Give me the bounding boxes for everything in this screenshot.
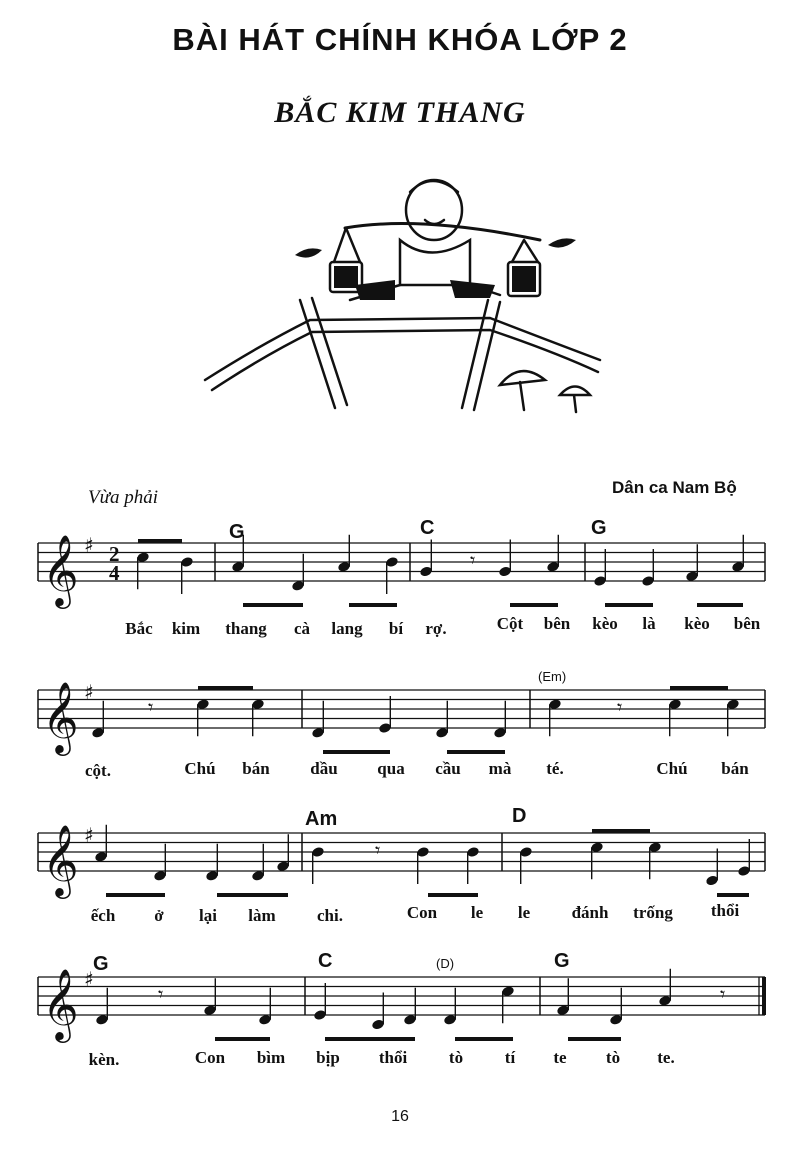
page-number: 16: [391, 1108, 409, 1125]
lyric-syllable: bí: [388, 619, 404, 638]
treble-clef-icon: 𝄞: [42, 533, 79, 606]
chord-symbol: D: [512, 805, 527, 827]
lyric-syllable: qua: [377, 759, 405, 778]
chord-symbol: G: [591, 517, 607, 539]
final-barline: [762, 977, 766, 1015]
tempo-marking: Vừa phải: [88, 487, 158, 508]
lyric-syllable: mà: [488, 759, 512, 778]
lyric-syllable: Cột: [496, 614, 524, 633]
lyric-syllable: bìm: [256, 1048, 286, 1067]
lyric-syllable: Con: [194, 1048, 226, 1067]
lyric-syllable: Con: [406, 903, 438, 922]
treble-clef-icon: 𝄞: [42, 823, 79, 896]
page-title: BÀI HÁT CHÍNH KHÓA LỚP 2: [172, 22, 628, 57]
lyric-syllable: rợ.: [425, 619, 447, 638]
lyric-syllable: bán: [242, 759, 270, 778]
lyric-syllable: làm: [248, 906, 276, 925]
time-signature-bottom: 4: [109, 561, 120, 585]
lyric-syllable: Bắc: [125, 619, 153, 638]
lyric-syllable: là: [642, 614, 656, 633]
chord-symbol: (D): [436, 956, 455, 971]
lyric-syllable: bên: [733, 614, 761, 633]
chord-symbol: (Em): [538, 669, 567, 684]
song-title: BẮC KIM THANG: [274, 96, 526, 129]
chord-symbol: G: [554, 950, 570, 972]
lyric-syllable: lại: [199, 906, 217, 925]
lyric-syllable: tí: [504, 1048, 516, 1067]
lyric-syllable: thổi: [378, 1048, 408, 1067]
lyric-syllable: tò: [448, 1048, 464, 1067]
lyric-syllable: kim: [171, 619, 201, 638]
key-signature-sharp-icon: ♯: [84, 533, 94, 557]
lyric-syllable: kèn.: [88, 1050, 120, 1069]
lyric-syllable: Chú: [184, 759, 216, 778]
eighth-rest-icon: 𝄾: [720, 982, 726, 1006]
lyric-syllable: Chú: [656, 759, 688, 778]
lyric-syllable: chi.: [317, 906, 343, 925]
lyric-syllable: tò: [605, 1048, 621, 1067]
lyric-syllable: bán: [721, 759, 749, 778]
lyric-syllable: te.: [657, 1048, 675, 1067]
lyric-syllable: thổi: [710, 901, 740, 920]
lyric-syllable: te: [553, 1048, 567, 1067]
chord-symbol: G: [229, 521, 245, 543]
key-signature-sharp-icon: ♯: [84, 680, 94, 704]
composer-credit: Dân ca Nam Bộ: [612, 478, 737, 497]
lyric-syllable: bịp: [316, 1048, 340, 1067]
treble-clef-icon: 𝄞: [42, 967, 79, 1040]
chord-symbol: C: [318, 950, 333, 972]
lyric-syllable: té.: [546, 759, 564, 778]
lyric-syllable: thang: [225, 619, 267, 638]
lyric-syllable: đánh: [571, 903, 609, 922]
lyric-syllable: lang: [331, 619, 363, 638]
eighth-rest-icon: 𝄾: [375, 838, 381, 862]
lyric-syllable: kèo: [592, 614, 618, 633]
eighth-rest-icon: 𝄾: [617, 695, 623, 719]
chord-symbol: C: [420, 517, 435, 539]
lyric-syllable: kèo: [684, 614, 710, 633]
key-signature-sharp-icon: ♯: [84, 967, 94, 991]
chord-symbol: G: [93, 953, 109, 975]
treble-clef-icon: 𝄞: [42, 680, 79, 753]
lyric-syllable: cầu: [435, 759, 461, 778]
time-signature-top: 2: [109, 542, 120, 566]
lyric-syllable: le: [470, 903, 484, 922]
chord-symbol: Am: [305, 808, 338, 830]
lyric-syllable: bên: [543, 614, 571, 633]
eighth-rest-icon: 𝄾: [148, 695, 154, 719]
eighth-rest-icon: 𝄾: [158, 982, 164, 1006]
lyric-syllable: trống: [633, 903, 673, 922]
lyric-syllable: le: [517, 903, 531, 922]
lyric-syllable: dầu: [310, 759, 338, 778]
key-signature-sharp-icon: ♯: [84, 823, 94, 847]
eighth-rest-icon: 𝄾: [470, 548, 476, 572]
lyric-syllable: ở: [154, 906, 164, 925]
lyric-syllable: cà: [293, 619, 311, 638]
lyric-syllable: cột.: [85, 761, 111, 780]
lyric-syllable: ếch: [90, 906, 116, 925]
